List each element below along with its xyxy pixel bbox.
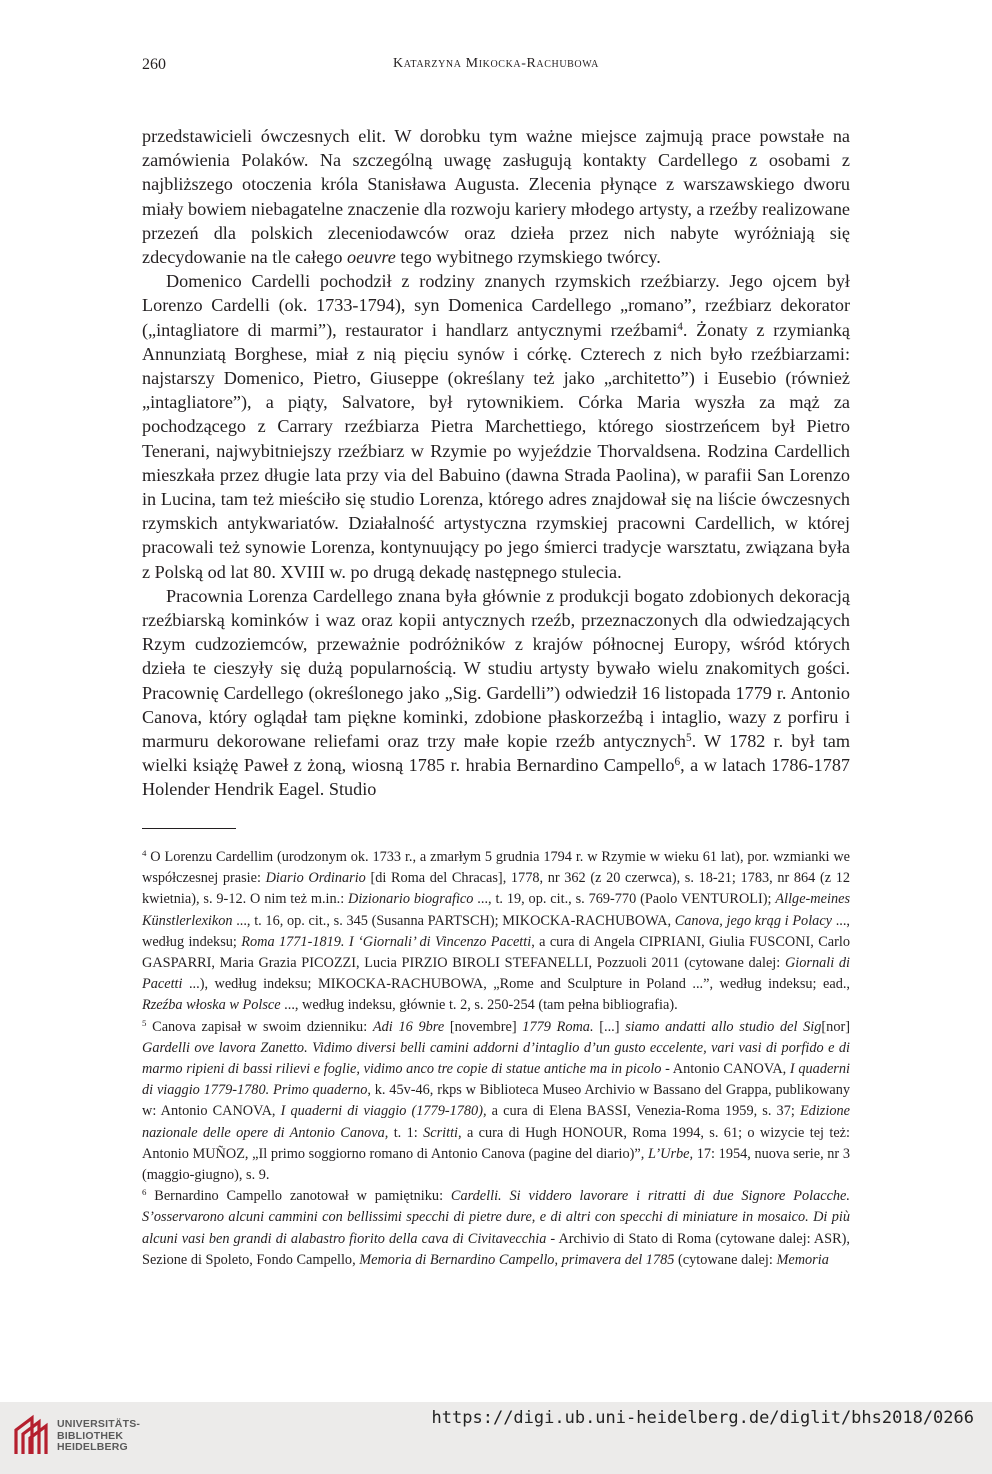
footnote-ref-5[interactable]: 5 <box>686 731 692 744</box>
footnote-6: $^6$ Bernardino Campello zanotował w pamiętniku: Cardelli. Si viddero lavorare i ritratti di due Signore Polacche. S’osservarono alcuni cammini con bellissimi specchi di pietre dure, e di altri con specchi di miniature in mosaico. Di più alcuni vasi ben grandi di alabastro fiorito della cava di Civitavecchia - Archivio di Stato di Roma (cytowane dalej: ASR), Sezione di Spoleto, Fondo Campello, Memoria di Bernardino Campello, primavera del 1785 (cytowane dalej: Memoria <box>142 1187 850 1268</box>
page-number: 260 <box>142 56 166 73</box>
paragraph-1: przedstawicieli ówczesnych elit. W dorobku tym ważne miejsce zajmują prace powstałe na zamówienia Polaków. Na szczególną uwagę zasługują kontakty Cardellego z osobami z najbliższego otoczenia króla Stanisława Augusta. Zlecenia płynące z warszawskiego dworu miały bowiem niebagatelne znaczenie dla rozwoju kariery młodego artysty, a rzeźby realizowane przezeń dla polskich zleceniodawców oraz dzieła przez nich nabyte wyróżniają się zdecydowanie na tle całego oeuvre tego wybitnego rzymskiego twórcy. <box>142 126 850 268</box>
footnote-ref-4[interactable]: 4 <box>677 320 683 333</box>
paragraph-3: Pracownia Lorenza Cardellego znana była głównie z produkcji bogato zdobionych dekoracją rzeźbiarską kominków i waz oraz kopii antycznych rzeźb, przeznaczonych dla odwiedzających Rzym cudzoziemców, przeważnie podróżników z krajów północnej Europy, wśród których dzieła te cieszyły się dużą popularnością. W studiu artysty bywało wielu znakomitych gości. Pracownię Cardellego (określonego jako „Sig. Gardelli”) odwiedził 16 listopada 1779 r. Antonio Canova, który oglądał tam piękne kominki, zdobione płaskorzeźbą i intaglio, wazy z porfiru i marmuru dekorowane reliefami oraz trzy małe kopie rzeźb antycznych$^5$. W 1782 r. był tam wielki książę Paweł z żoną, wiosną 1785 r. hrabia Bernardino Campello$^6$, a w latach 1786-1787 Holender Hendrik Eagel. Studio <box>142 585 851 800</box>
footnote-4: $^4$ O Lorenzu Cardellim (urodzonym ok. 1733 r., a zmarłym 5 grudnia 1794 r. w Rzymie w wieku 61 lat), por. wzmianki we współczesnej prasie: Diario Ordinario [di Roma del Chracas], 1778, nr 362 (z 20 czerwca), s. 18-21; 1783, nr 864 (z 12 kwietnia), s. 9-12. O nim też m.in.: Dizionario biografico ..., t. 19, op. cit., s. 769-770 (Paolo VENTUROLI); Allge-meines Künstlerlexikon ..., t. 16, op. cit., s. 345 (Susanna PARTSCH); MIKOCKA-RACHUBOWA, Canova, jego krąg i Polacy ..., według indeksu; Roma 1771-1819. I ‘Giornali’ di Vincenzo Pacetti, a cura di Angela CIPRIANI, Giulia FUSCONI, Carlo GASPARRI, Maria Grazia PICOZZI, Lucia PIRZIO BIROLI STEFANELLI, Pozzuoli 2011 (cytowane dalej: Giornali di Pacetti ...), według indeksu; MIKOCKA-RACHUBOWA, „Rome and Sculpture in Poland ...”, według indeksu; ead., Rzeźba włoska w Polsce ..., według indeksu, głównie t. 2, s. 250-254 (tam pełna bibliografia). <box>142 848 851 1014</box>
permalink-url[interactable]: https://digi.ub.uni-heidelberg.de/diglit/bhs2018/0266 <box>431 1408 974 1428</box>
running-head <box>142 56 850 78</box>
footnote-5: $^5$ Canova zapisał w swoim dzienniku: Adi 16 9bre [novembre] 1779 Roma. [...] siamo andatti allo studio del Sig[nor] Gardelli ove lavora Zanetto. Vidimo diversi belli camini addorni d’intaglio d’un gusto eccelente, vari vasi di porfido e di marmo ripieni di bassi rilievi e foglie, vidimo anco tre copie di statue antiche ma in picolo - Antonio CANOVA, I quaderni di viaggio 1779-1780. Primo quaderno, k. 45v-46, rkps w Biblioteca Museo Archivio w Bassano del Grappa, publikowany w: Antonio CANOVA, I quaderni di viaggio (1779-1780), a cura di Elena BASSI, Venezia-Roma 1959, s. 37; Edizione nazionale delle opere di Antonio Canova, t. 1: Scritti, a cura di Hugh HONOUR, Roma 1994, s. 61; o wizycie tej też: Antonio MUÑOZ, „Il primo soggiorno romano di Antonio Canova (pagine del diario)”, L’Urbe, 17: 1954, nuova serie, nr 3 (maggio-giugno), s. 9. <box>142 1017 850 1184</box>
footnote-separator <box>142 828 236 829</box>
footnote-ref-6[interactable]: 6 <box>674 756 681 769</box>
paragraph-2: Domenico Cardelli pochodził z rodziny znanych rzymskich rzeźbiarzy. Jego ojcem był Lorenzo Cardelli (ok. 1733-1794), syn Domenica Cardellego „romano”, rzeźbiarz dekorator („intagliatore di marmi”), restaurator i handlarz antycznymi rzeźbami$^4$. Żonaty z rzymianką Annunziatą Borghese, miał z nią pięciu synów i córkę. Czterech z nich było rzeźbiarzami: najstarszy Domenico, Pietro, Giuseppe (określany też jako „architetto”) i Eusebio (również „intagliatore”), a piąty, Salvatore, był rytownikiem. Córka Maria wyszła za mąż za pochodzącego z Carrary rzeźbiarza Pietra Marchettiego, którego siostrzeńcem był Pietro Tenerani, najwybitniejszy rzeźbiarz w Rzymie po wyjeździe Thorvaldsena. Rodzina Cardellich mieszkała przez długie lata przy via del Babuino (dawna Strada Paolina), w parafii San Lorenzo in Lucina, tam też mieściło się studio Lorenza, którego adres znajdował się na liście ówczesnych rzymskich antykwariatów. Działalność artystyczna rzymskiej pracowni Cardellich, w której pracowali też synowie Lorenza, kontynuujący po jego śmierci tradycje warsztatu, związana była z Polską od lat 80. XVIII w. po drugą dekadę następnego stulecia. <box>142 271 850 582</box>
footnotes <box>142 847 850 1271</box>
university-library-logo-icon[interactable] <box>12 1414 52 1458</box>
viewer-footer-bar <box>0 1402 992 1474</box>
main-text <box>142 124 850 802</box>
running-head-author: Katarzyna Mikocka-Rachubowa <box>392 56 599 71</box>
university-library-name: UNIVERSITÄTS- BIBLIOTHEK HEIDELBERG <box>57 1418 141 1453</box>
